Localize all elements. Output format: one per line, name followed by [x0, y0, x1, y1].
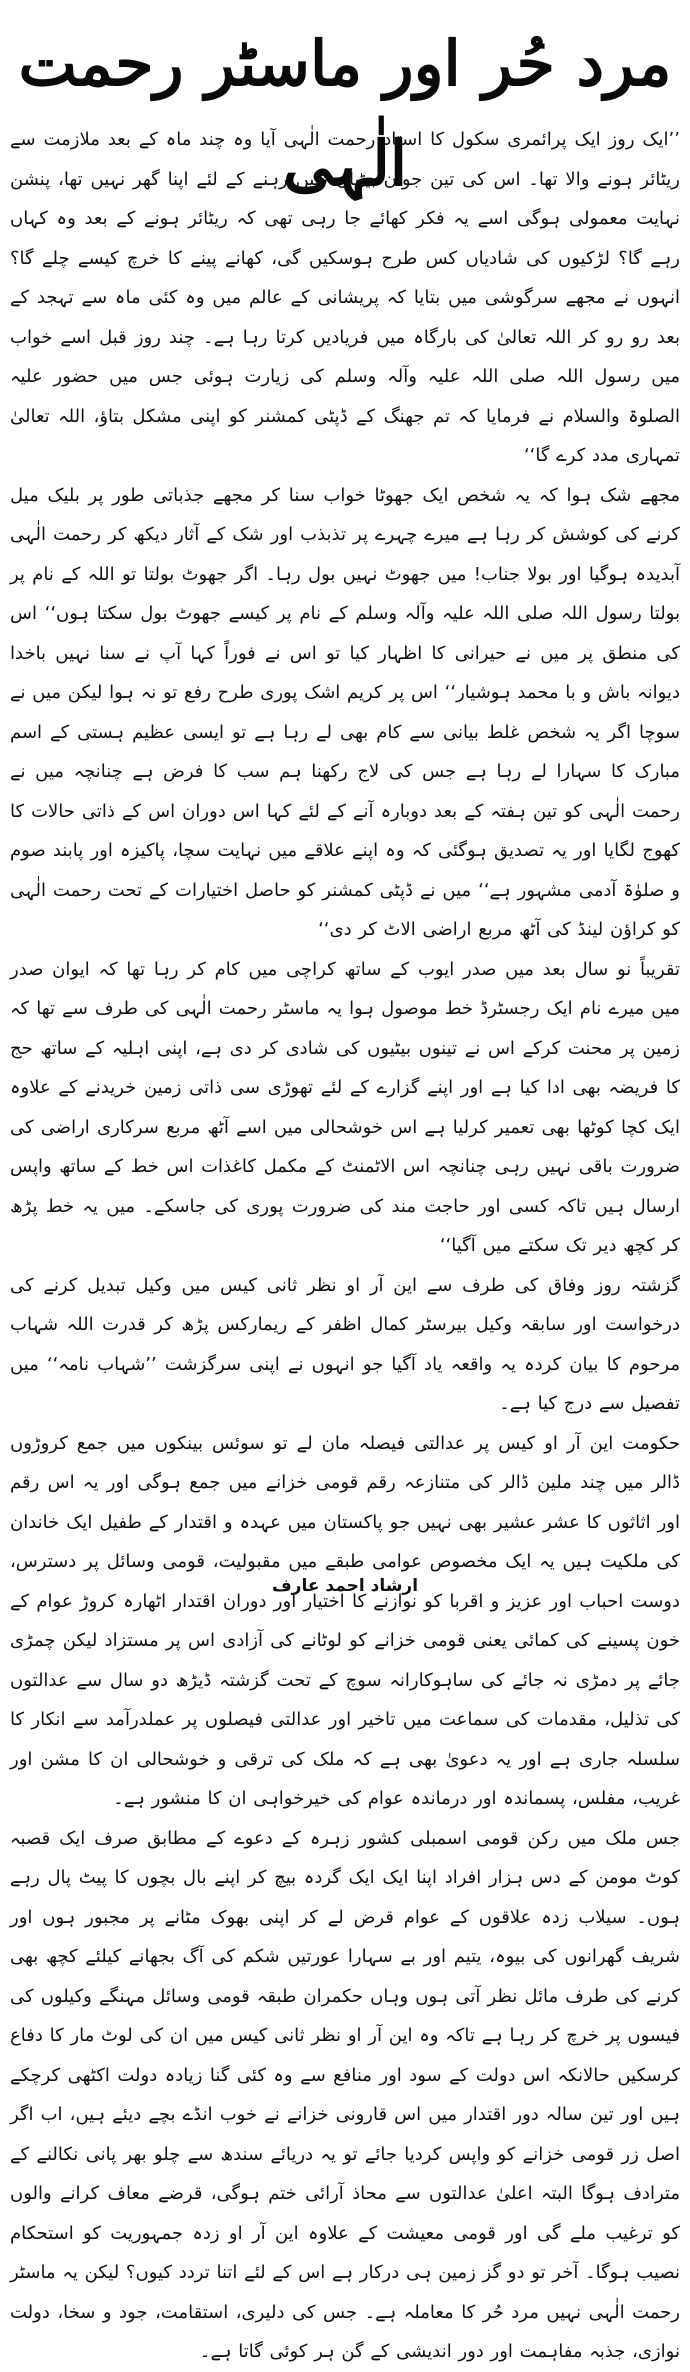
paragraph-3: تقریباً نو سال بعد میں صدر ایوب کے ساتھ کراچی میں کام کر رہا تھا کہ ایوان صدر میں میرے نام ایک رجسٹرڈ خط موصول ہوا یہ ماسٹر رحمت الٰہی کی طرف سے تھا کہ زمین پر محنت کرکے اس نے تینوں بیٹیوں کی شادی کر دی ہے، اپنی اہلیہ کے ساتھ حج کا فریضہ بھی ادا کیا ہے اور اپنے گزارے کے لئے تھوڑی سی ذاتی زمین خریدنے کے علاوہ ایک کچا کوٹھا بھی تعمیر کرلیا ہے اس خوشحالی میں اسے آٹھ مربع سرکاری اراضی کی ضرورت باقی نہیں رہی چنانچہ اس الاٹمنٹ کے مکمل کاغذات اس خط کے ساتھ واپس ارسال ہیں تاکہ کسی اور حاجت مند کی ضرورت پوری کی جاسکے۔ میں یہ خط پڑھ کر کچھ دیر تک سکتے میں آگیا‘‘ — [10, 958, 680, 1256]
paragraph-5: حکومت این آر او کیس پر عدالتی فیصلہ مان لے تو سوئس بینکوں میں جمع کروڑوں ڈالر میں چند ملین ڈالر کی متنازعہ رقم قومی خزانے میں جمع ہوگی اور یہ اس رقم اور اثاثوں کا عشر عشیر بھی نہیں جو پاکستان میں عہدہ و اقتدار کے طفیل ایک خاندان کی ملکیت ہیں یہ ایک مخصوص عوامی طبقے میں مقبولیت، قومی وسائل پر دسترس، دوست احباب اور عزیز و اقربا کو نوازنے کا اختیار اور دوران اقتدار اٹھارہ کروڑ عوام کے خون پسینے کی کمائی یعنی قومی خزانے کو لوٹانے کی آزادی اس پر مستزاد لیکن چمڑی جائے پر دمڑی نہ جائے کی ساہوکارانہ سوچ کے تحت گزشتہ ڈیڑھ دو سال سے عدالتوں کی تذلیل، مقدمات کی سماعت میں تاخیر اور عدالتی فیصلوں پر عملدرآمد سے انکار کا سلسلہ جاری ہے اور یہ دعویٰ بھی ہے کہ ملک کی ترقی و خوشحالی ان کا مشن اور غریب، مفلس، پسماندہ اور درماندہ عوام کی خیرخواہی ان کا منشور ہے۔ — [10, 1432, 680, 1809]
author-byline: ارشاد احمد عارف — [271, 1576, 419, 1596]
paragraph-2: مجھے شک ہوا کہ یہ شخص ایک جھوٹا خواب سنا کر مجھے جذباتی طور پر بلیک میل کرنے کی کوشش کر رہا ہے میرے چہرے پر تذبذب اور شک کے آثار دیکھ کر رحمت الٰہی آبدیدہ ہوگیا اور بولا جناب! میں جھوٹ نہیں بول رہا۔ اگر جھوٹ بولتا تو اللہ کے نام پر بولتا رسول اللہ صلی اللہ علیہ وآلہ وسلم کے نام پر کیسے جھوٹ بول سکتا ہوں‘‘ اس کی منطق پر میں نے حیرانی کا اظہار کیا تو اس نے فوراً کہا آپ نے سنا نہیں باخدا دیوانہ باش و با محمد ہوشیار‘‘ اس پر کریم اشک پوری طرح رفع تو نہ ہوا لیکن میں نے سوچا اگر یہ شخص غلط بیانی سے کام بھی لے رہا ہے تو ایسی عظیم ہستی کے اسم مبارک کا سہارا لے رہا ہے جس کی لاج رکھنا ہم سب کا فرض ہے چنانچہ میں نے رحمت الٰہی کو تین ہفتہ کے بعد دوبارہ آنے کے لئے کہا اس دوران اس کے ذاتی حالات کا کھوج لگایا اور یہ تصدیق ہوگئی کہ وہ اپنے علاقے میں نہایت سچا، پاکیزہ اور پابند صوم و صلوٰۃ آدمی مشہور ہے‘‘ میں نے ڈپٹی کمشنر کو حاصل اختیارات کے تحت رحمت الٰہی کو کراؤن لینڈ کی آٹھ مربع اراضی الاٹ کر دی‘‘ — [10, 484, 680, 940]
paragraph-1: ’’ایک روز ایک پرائمری سکول کا استاد رحمت الٰہی آیا وہ چند ماہ کے بعد ملازمت سے ریٹائر ہونے والا تھا۔ اس کی تین جوان بیٹیاں تھیں رہنے کے لئے اپنا گھر نہیں تھا، پنشن نہایت معمولی ہوگی اسے یہ فکر کھائے جا رہی تھی کہ ریٹائر ہونے کے بعد وہ کہاں رہے گا؟ لڑکیوں کی شادیاں کس طرح ہوسکیں گی، کھانے پینے کا خرچ کیسے چلے گا؟ انہوں نے مجھے سرگوشی میں بتایا کہ پریشانی کے عالم میں وہ کئی ماہ سے تہجد کے بعد رو رو کر اللہ تعالیٰ کی بارگاہ میں فریادیں کرتا رہا ہے۔ چند روز قبل اسے خواب میں رسول اللہ صلی اللہ علیہ وآلہ وسلم کی زیارت ہوئی جس میں حضور علیہ الصلوۃ والسلام نے فرمایا کہ تم جھنگ کے ڈپٹی کمشنر کو اپنی مشکل بتاؤ، اللہ تعالیٰ تمہاری مدد کرے گا‘‘ — [10, 129, 680, 466]
paragraph-6: جس ملک میں رکن قومی اسمبلی کشور زہرہ کے دعوے کے مطابق صرف ایک قصبہ کوٹ مومن کے دس ہزار افراد اپنا ایک ایک گردہ بیچ کر اپنے بال بچوں کا پیٹ پال رہے ہوں۔ سیلاب زدہ علاقوں کے عوام قرض لے کر اپنی بھوک مٹانے پر مجبور ہوں اور شریف گھرانوں کی بیوہ، یتیم اور بے سہارا عورتیں شکم کی آگ بجھانے کیلئے کچھ بھی کرنے کی طرف مائل نظر آتی ہوں وہاں حکمران طبقہ قومی وسائل مہنگے وکیلوں کی فیسوں پر خرچ کر رہا ہے تاکہ وہ این آر او نظر ثانی کیس میں ان کی لوٹ مار کا دفاع کرسکیں حالانکہ اس دولت کے سود اور منافع سے وہ کئی گنا زیادہ دولت اکٹھی کرچکے ہیں اور تین سالہ دور اقتدار میں اس قارونی خزانے نے خوب انڈے بچے دیئے ہیں، اب اگر اصل زر قومی خزانے کو واپس کردیا جائے تو یہ دریائے سندھ سے چلو بھر پانی نکالنے کے مترادف ہوگا البتہ اعلیٰ عدالتوں سے محاذ آرائی ختم ہوگی، قرضے معاف کرانے والوں کو ترغیب ملے گی اور قومی معیشت کے علاوہ این آر او زدہ جمہوریت کو استحکام نصیب ہوگا۔ آخر تو دو گز زمین ہی درکار ہے اس کے لئے اتنا تردد کیوں؟ لیکن یہ ماسٹر رحمت الٰہی نہیں مرد حُر کا معاملہ ہے۔ جس کی دلیری، استقامت، جود و سخا، دولت نوازی، جذبہ مفاہمت اور دور اندیشی کے گن ہر کوئی گاتا ہے۔ — [10, 1827, 680, 2362]
article-title: مرد حُر اور ماسٹر رحمت الٰہی — [18, 27, 672, 200]
paragraph-4: گزشتہ روز وفاق کی طرف سے این آر او نظر ثانی کیس میں وکیل تبدیل کرنے کی درخواست اور سابقہ وکیل بیرسٹر کمال اظفر کے ریمارکس پڑھ کر قدرت اللہ شہاب مرحوم کا بیان کردہ یہ واقعہ یاد آگیا جو انہوں نے اپنی سرگزشت ’’شہاب نامہ‘‘ میں تفصیل سے درج کیا ہے۔ — [10, 1274, 680, 1414]
